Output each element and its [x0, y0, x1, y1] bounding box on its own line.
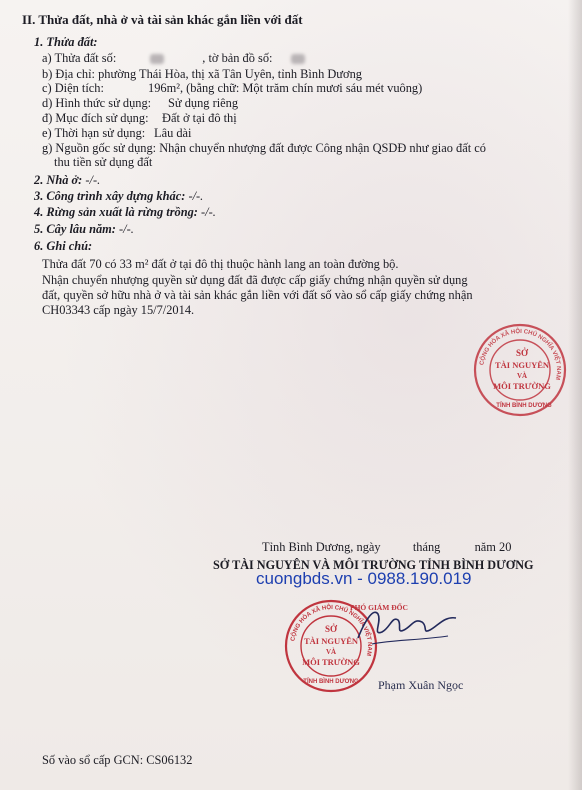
- usage-origin-line1: g) Nguồn gốc sử dụng: Nhận chuyển nhượng đất được Công nhận QSDĐ như giao đất có: [42, 141, 486, 155]
- signature-mark: [352, 600, 462, 650]
- land-area-label: c) Diện tích:: [42, 81, 104, 95]
- land-number-label: a) Thửa đất số:: [42, 51, 117, 65]
- forest-line: [34, 205, 216, 219]
- stamp-line4: MÔI TRƯỜNG: [493, 381, 551, 391]
- signer-title: PHÓ GIÁM ĐỐC: [350, 603, 408, 612]
- usage-purpose-value: Đất ở tại đô thị: [162, 111, 237, 125]
- land-number-line: [42, 51, 317, 65]
- signer-name: Phạm Xuân Ngọc: [378, 678, 464, 692]
- notes-line4: CH03343 cấp ngày 15/7/2014.: [42, 303, 195, 317]
- stamp-bottom-line2: TÀI NGUYÊN: [303, 636, 359, 646]
- stamp-bottom-line4: MÔI TRƯỜNG: [302, 657, 360, 667]
- stamp-bottom-line1: SỞ: [324, 624, 338, 634]
- trees-label: 5. Cây lâu năm:: [34, 222, 116, 236]
- land-address: b) Địa chỉ: phường Thái Hòa, thị xã Tân Uyên, tỉnh Bình Dương: [42, 67, 362, 81]
- house-label: 2. Nhà ở:: [34, 173, 83, 187]
- authority-name: SỞ TÀI NGUYÊN VÀ MÔI TRƯỜNG TỈNH BÌNH DƯƠNG: [213, 558, 534, 572]
- stamp-bottom: TỈNH BÌNH DƯƠNG: [496, 403, 552, 409]
- trees-value: -/-.: [119, 222, 134, 236]
- page-edge-shadow: [568, 0, 582, 790]
- stamp-line1: SỞ: [515, 348, 529, 358]
- land-area-value: 196m², (bằng chữ: Một trăm chín mươi sáu mét vuông): [148, 81, 423, 95]
- watermark-text: cuongbds.vn - 0988.190.019: [256, 569, 472, 588]
- construction-value: -/-.: [188, 189, 204, 203]
- usage-form-value: Sử dụng riêng: [168, 96, 239, 110]
- stamp-ring-text: CỘNG HÒA XÃ HỘI CHỦ NGHĨA VIỆT NAM: [479, 328, 562, 381]
- usage-form-line: [42, 96, 239, 110]
- notes-line2: Nhận chuyển nhượng quyền sử dụng đất đã được cấp giấy chứng nhận quyền sử dụng: [42, 273, 468, 287]
- construction-line: [34, 189, 203, 203]
- redacted-sheet: [291, 54, 305, 64]
- forest-value: -/-.: [201, 205, 216, 219]
- date-place: Tỉnh Bình Dương, ngày: [262, 540, 381, 554]
- usage-origin-line2: thu tiền sử dụng đất: [54, 155, 153, 169]
- map-sheet-label: , tờ bản đồ số:: [202, 51, 273, 65]
- stamp-line2: TÀI NGUYÊN: [494, 360, 550, 370]
- date-line: [262, 540, 511, 554]
- land-area-line: [42, 81, 423, 95]
- usage-term-value: Lâu dài: [154, 126, 192, 140]
- usage-term-line: [42, 126, 192, 140]
- trees-line: [34, 222, 134, 236]
- notes-heading: 6. Ghi chú:: [34, 239, 93, 253]
- forest-label: 4. Rừng sản xuất là rừng trồng:: [34, 205, 198, 219]
- stamp-bottom-line3: VÀ: [325, 648, 337, 656]
- redacted-number: [150, 54, 164, 64]
- section-title: II. Thửa đất, nhà ở và tài sản khác gắn liền với đất: [22, 12, 303, 27]
- house-value: -/-.: [85, 173, 101, 187]
- usage-form-label: d) Hình thức sử dụng:: [42, 96, 152, 110]
- usage-term-label: e) Thời hạn sử dụng:: [42, 126, 146, 140]
- land-heading: 1. Thửa đất:: [34, 35, 98, 49]
- construction-label: 3. Công trình xây dựng khác:: [34, 189, 186, 203]
- red-stamp-right: [472, 322, 568, 418]
- usage-purpose-label: đ) Mục đích sử dụng:: [42, 111, 149, 125]
- stamp-line3: VÀ: [516, 372, 528, 380]
- house-line: [34, 173, 100, 187]
- stamp-bottom-ring-text: CỘNG HÒA XÃ HỘI CHỦ NGHĨA VIỆT NAM: [290, 604, 373, 657]
- date-month-label: tháng: [412, 540, 441, 554]
- date-year: năm 20: [474, 540, 512, 554]
- notes-line1: Thửa đất 70 có 33 m² đất ở tại đô thị thuộc hành lang an toàn đường bộ.: [42, 257, 399, 271]
- notes-line3: đất, quyền sở hữu nhà ở và tài sản khác gắn liền với đất số vào sổ cấp giấy chứng nhận: [42, 288, 473, 302]
- stamp-bottom-province: TỈNH BÌNH DƯƠNG: [303, 679, 359, 685]
- usage-purpose-line: [42, 111, 237, 125]
- registry-number: Số vào sổ cấp GCN: CS06132: [42, 753, 193, 767]
